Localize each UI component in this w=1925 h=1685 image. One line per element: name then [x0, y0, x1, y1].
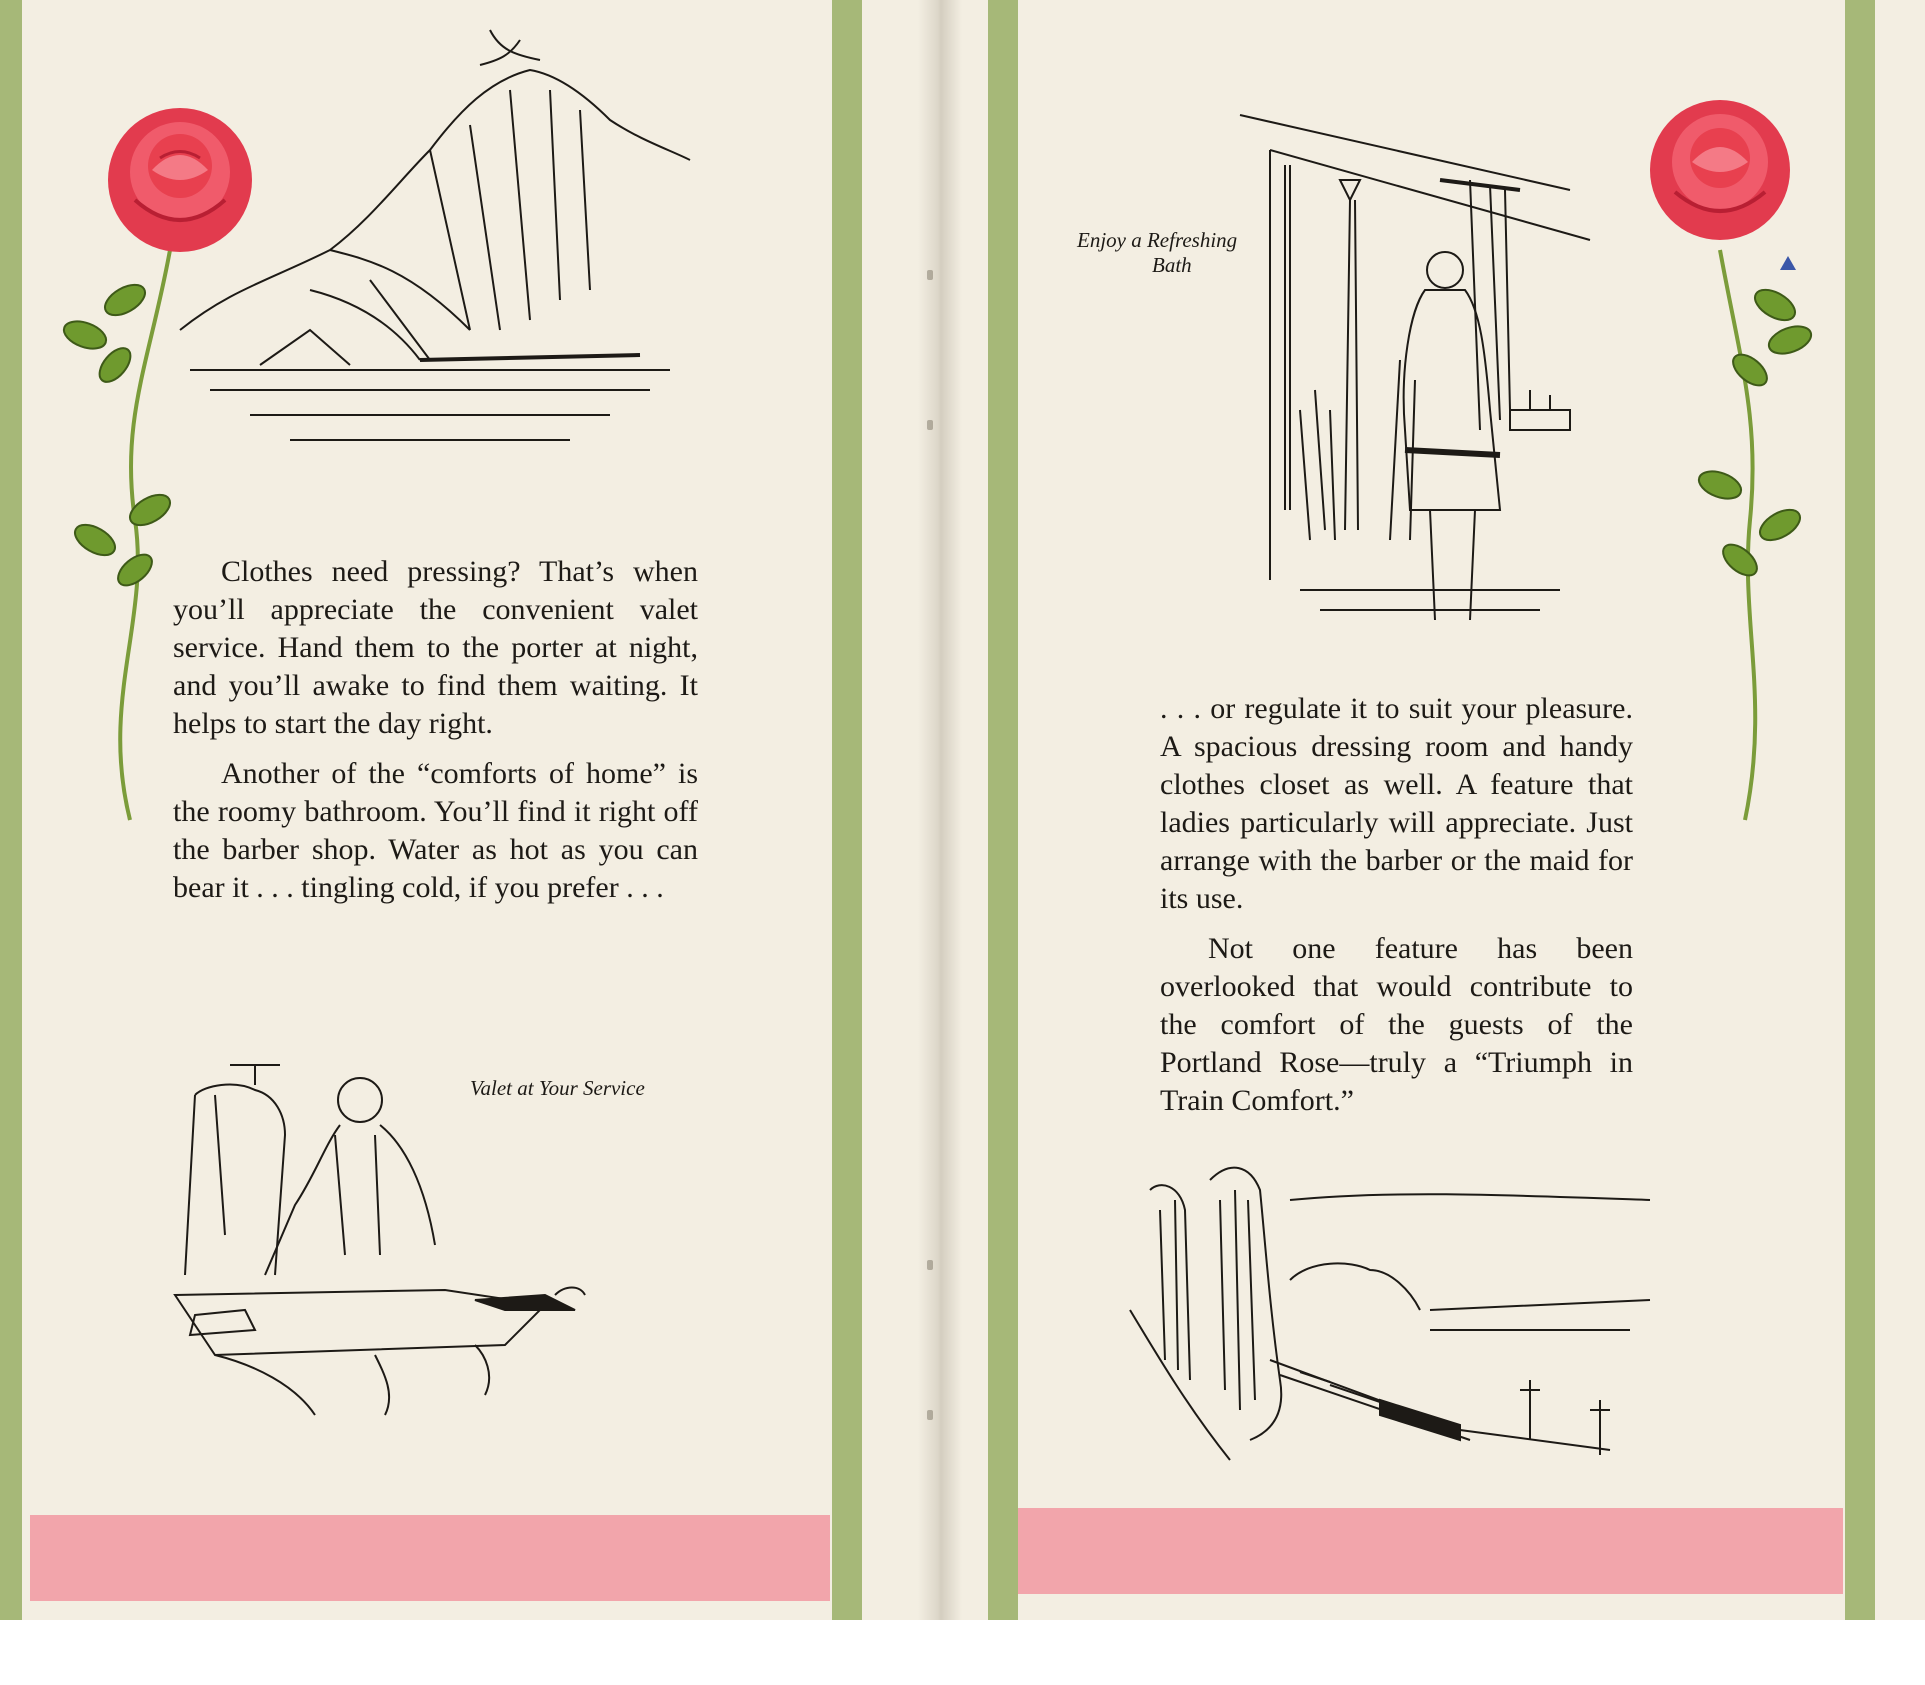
right-body-text	[1160, 690, 1633, 1132]
book-spine	[918, 0, 962, 1620]
bath-illustration	[1240, 110, 1600, 630]
leaf-icon	[60, 279, 175, 592]
bath-caption	[1077, 228, 1237, 278]
right-outer-green-band	[1845, 0, 1875, 1620]
right-pink-band	[1018, 1508, 1843, 1594]
valet-caption: Valet at Your Service	[470, 1076, 645, 1100]
bath-caption-line-1: Enjoy a Refreshing	[1077, 228, 1238, 252]
left-paragraph-2: Another of the “comforts of home” is the roomy bathroom. You’ll find it right off the barber shop. Water as hot as you can bear it . . . tingling cold, if you prefer . . .	[173, 757, 698, 904]
train-landscape-illustration	[1130, 1160, 1670, 1460]
valet-illustration	[175, 1055, 595, 1425]
rose-bloom	[1650, 100, 1790, 240]
bath-caption-line-2: Bath	[1152, 253, 1192, 277]
right-inner-green-band	[988, 0, 1018, 1620]
left-paragraph-1: Clothes need pressing? That’s when you’ll appreciate the convenient valet service. Hand them to the porter at night, and you’ll awake to find them waiting. It helps to start the day right.	[173, 555, 698, 740]
left-body-text	[173, 553, 698, 919]
left-page	[0, 0, 940, 1620]
right-paragraph-2: Not one feature has been overlooked that would contribute to the comfort of the guests of the Portland Rose—truly a “Triumph in Train Comfort.”	[1160, 932, 1633, 1117]
leaf-icon	[1695, 284, 1815, 582]
left-inner-green-band	[832, 0, 862, 1620]
left-outer-green-band	[0, 0, 22, 1620]
left-pink-band	[30, 1515, 830, 1601]
rose-icon	[1610, 100, 1830, 830]
right-page	[940, 0, 1925, 1620]
mountain-illustration	[170, 30, 700, 470]
right-paragraph-1: . . . or regulate it to suit your pleasure. A spacious dressing room and handy clothes closet as well. A feature that ladies particularly will appreciate. Just arrange with the barber or the maid for its use.	[1160, 692, 1633, 915]
